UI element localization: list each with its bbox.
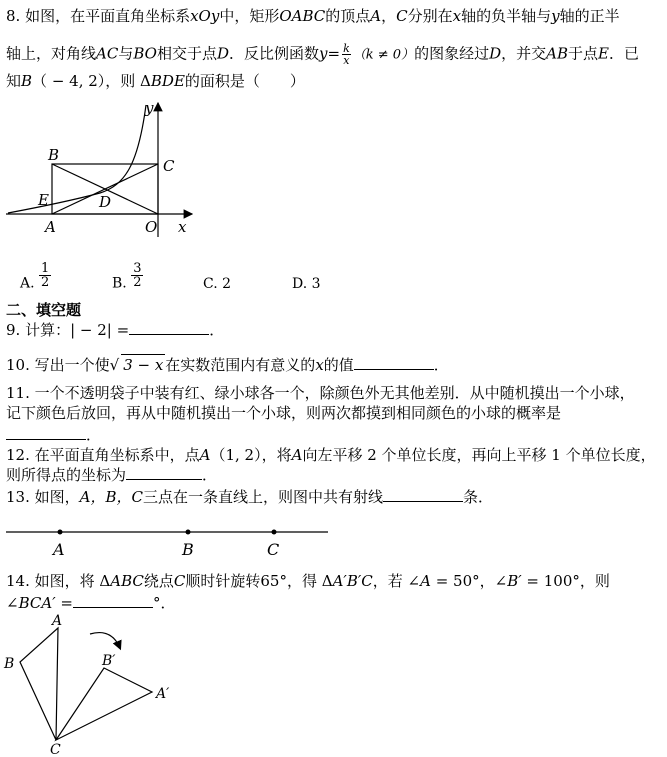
q8-option-fraction <box>131 262 143 289</box>
q8-line1 <box>6 6 620 26</box>
q8-option-d[interactable] <box>292 276 321 292</box>
q13 <box>6 487 493 507</box>
q8-label-y: y <box>145 99 154 117</box>
q10 <box>6 354 449 375</box>
q8-math: AB <box>546 44 568 63</box>
q12-point: A <box>291 446 303 464</box>
q14-label-b2: B′ <box>102 653 116 669</box>
q14-answer-blank[interactable] <box>73 593 153 608</box>
radical-sign: √ <box>109 356 120 374</box>
q13-point-a <box>58 530 63 535</box>
q8-label-c: C <box>163 157 175 175</box>
q14-line1 <box>6 571 610 591</box>
q14-text: = 100°，则 <box>521 572 610 590</box>
q8-math: B <box>21 72 33 90</box>
q14-label-c: C <box>50 742 61 757</box>
q8-func-cond: （k ≠ 0） <box>352 47 415 63</box>
q8-coord: （ − 4, 2） <box>32 72 106 90</box>
q8-math: OABC <box>279 7 326 25</box>
q14-triangle-a2b2c <box>56 668 152 740</box>
q8-label-x: x <box>178 218 187 236</box>
q9-answer-blank[interactable] <box>129 320 209 335</box>
q12-point: A <box>199 446 211 464</box>
q12-answer-blank[interactable] <box>126 465 202 480</box>
q10-var: x <box>315 356 324 374</box>
q8-hyperbola-curve <box>8 105 146 213</box>
q8-text: ，并交 <box>501 44 547 63</box>
q8-option-den: 2 <box>41 275 50 290</box>
q13-answer-blank[interactable] <box>383 487 463 502</box>
q8-text: 轴的正半 <box>559 7 620 25</box>
q8-math: E <box>598 44 609 63</box>
q8-option-a[interactable] <box>20 262 51 292</box>
q13-point-c <box>272 530 277 535</box>
q12-text: ． <box>202 466 218 484</box>
q8-option-b[interactable] <box>112 262 143 292</box>
q8-text: ．反比例函数 <box>229 44 320 63</box>
q8-math: C <box>396 7 408 25</box>
q13-label-b: B <box>182 540 194 559</box>
q14-math: 65° <box>260 572 287 590</box>
section-title: 二、填空题 <box>6 301 82 319</box>
q14-triangle-abc <box>20 628 58 740</box>
q14-math: A′B′C <box>332 572 373 590</box>
q8-math: xOy <box>190 7 220 25</box>
q8-text: 中，矩形 <box>219 7 280 25</box>
q14-text: ∠ <box>6 594 19 612</box>
q8-label-b: B <box>48 146 60 164</box>
q11-answer-blank[interactable] <box>6 425 86 440</box>
q14-text: = 50°，∠ <box>430 572 508 590</box>
q8-func-den: x <box>343 54 350 67</box>
q8-line2 <box>6 43 639 66</box>
q14-math: A <box>420 572 431 590</box>
q8-option-letter: B. <box>112 275 127 292</box>
q12-coord: （1, 2） <box>210 446 262 464</box>
q8-func-fraction <box>342 43 351 66</box>
q14-text: ，若 ∠ <box>372 572 421 590</box>
q8-option-letter: C. <box>203 276 218 292</box>
q8-option-value: 3 <box>311 276 321 292</box>
q13-text: 13. 如图， <box>6 488 80 506</box>
q8-math: BDE <box>150 72 185 90</box>
q14-figure <box>0 612 190 757</box>
q14-line2 <box>6 593 175 613</box>
q9-text: ． <box>209 321 225 339</box>
q12-text: ，将 <box>261 446 292 464</box>
q14-text: ，得 Δ <box>286 572 333 590</box>
q10-text: 的值 <box>323 356 354 374</box>
q8-option-fraction <box>39 262 51 289</box>
q12-text: 则所得点的坐标为 <box>6 466 127 484</box>
q8-text: 知 <box>6 72 22 90</box>
q8-figure <box>0 95 200 245</box>
q8-option-letter: A. <box>20 275 35 292</box>
q8-text: 分别在 <box>407 7 453 25</box>
q8-text: ．已 <box>608 44 639 63</box>
q8-option-c[interactable] <box>203 276 231 292</box>
q10-radicand: 3 − x <box>123 356 164 374</box>
q10-answer-blank[interactable] <box>354 355 434 370</box>
q11-text: ． <box>86 426 102 444</box>
q12-line1 <box>6 445 656 465</box>
q13-point-b <box>186 530 191 535</box>
q8-option-num: 1 <box>41 261 50 276</box>
q8-text: 与 <box>118 44 134 63</box>
q8-text: 轴的负半轴与 <box>461 7 552 25</box>
q14-label-a2: A′ <box>156 686 170 702</box>
q8-text: 的顶点 <box>325 7 371 25</box>
q14-text: 绕点 <box>143 572 174 590</box>
q8-text: 相交于点 <box>156 44 217 63</box>
q8-label-a: A <box>45 218 56 236</box>
q8-func-num: k <box>343 42 350 55</box>
q11-line2: 记下颜色后放回，再从中随机摸出一个小球，则两次都摸到相同颜色的小球的概率是 <box>6 404 562 422</box>
q8-text: 的图象经过 <box>414 44 490 63</box>
q8-option-letter: D. <box>292 276 308 292</box>
q8-func-y: y <box>319 44 328 63</box>
q8-text: 的面积是（ ） <box>184 72 305 90</box>
q9-expr: | − 2| = <box>70 321 130 339</box>
q8-text: ， <box>381 7 397 25</box>
q14-label-a: A <box>52 613 63 629</box>
q8-label-d: D <box>99 193 112 211</box>
q13-text: 三点在一条直线上，则图中共有射线 <box>142 488 383 506</box>
q13-label-a: A <box>53 540 65 559</box>
q14-text: 14. 如图，将 Δ <box>6 572 111 590</box>
q14-math: ABC <box>110 572 144 590</box>
q11-line1: 11. 一个不透明袋子中装有红、绿小球各一个，除颜色外无其他差别．从中随机摸出一个小球， <box>6 384 635 402</box>
q14-text: = <box>55 594 73 612</box>
q8-label-e: E <box>38 191 49 209</box>
q8-math: AC <box>96 44 119 63</box>
q14-text: °． <box>152 594 176 612</box>
q8-math: D <box>489 44 502 63</box>
q9 <box>6 320 224 340</box>
q8-math: BO <box>133 44 157 63</box>
q10-text: ． <box>433 356 449 374</box>
q10-text: 10. 写出一个使 <box>6 356 110 374</box>
q8-text: ，则 Δ <box>105 72 151 90</box>
q14-math: C <box>173 572 186 590</box>
q8-text: 8. 如图，在平面直角坐标系 <box>6 7 191 25</box>
q8-math: A <box>370 7 382 25</box>
q8-text: 轴上，对角线 <box>6 44 97 63</box>
q13-text: 条． <box>462 488 493 506</box>
q8-option-value: 2 <box>222 276 232 292</box>
q8-option-den: 2 <box>133 275 142 290</box>
q8-text: 于点 <box>567 44 598 63</box>
q13-figure <box>0 520 340 562</box>
q13-label-c: C <box>267 540 280 559</box>
q9-text: 9. 计算： <box>6 321 71 339</box>
q8-math: y <box>551 7 560 25</box>
q8-option-num: 3 <box>133 261 142 276</box>
q8-label-o: O <box>145 218 158 236</box>
q8-line3 <box>6 71 305 91</box>
q14-text: 顺时针旋转 <box>185 572 261 590</box>
q14-math: BCA′ <box>18 594 56 612</box>
q12-text: 12. 在平面直角坐标系中，点 <box>6 446 200 464</box>
q13-points: A，B，C <box>79 488 143 506</box>
q11-line3 <box>6 425 101 445</box>
q12-line2 <box>6 465 217 485</box>
q12-text: 向左平移 2 个单位长度，再向上平移 1 个单位长度， <box>302 446 656 464</box>
rotation-arrow-icon <box>90 633 120 648</box>
q14-math: B′ <box>507 572 522 590</box>
q8-math: x <box>452 7 462 25</box>
q8-math: D <box>216 44 229 63</box>
q14-label-b: B <box>4 656 15 672</box>
q10-text: 在实数范围内有意义的 <box>165 356 316 374</box>
q8-func-eq: = <box>327 44 341 63</box>
